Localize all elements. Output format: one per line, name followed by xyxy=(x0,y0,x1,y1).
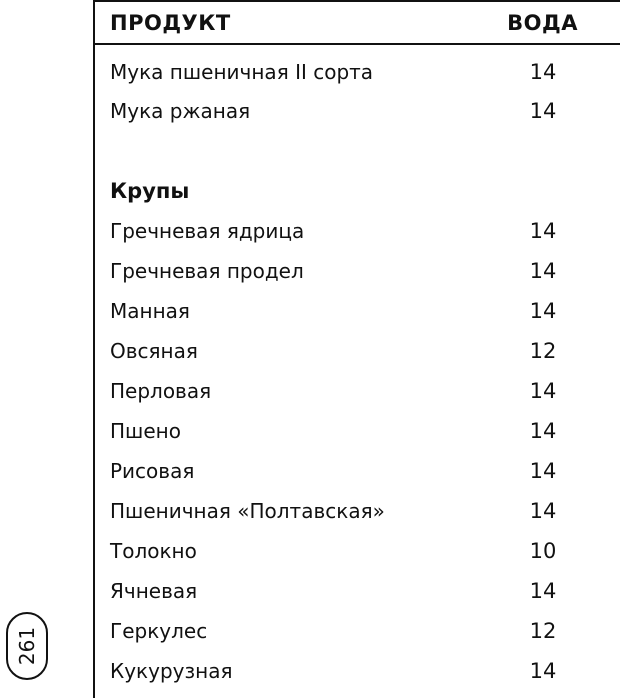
water-value: 14 xyxy=(529,419,557,443)
water-value: 14 xyxy=(529,579,557,603)
table-row xyxy=(95,534,620,568)
table xyxy=(93,0,620,698)
water-value: 14 xyxy=(529,379,557,403)
product-name: Овсяная xyxy=(110,339,198,363)
water-value: 10 xyxy=(529,539,557,563)
section-title: Крупы xyxy=(110,179,190,203)
product-name: Мука пшеничная II сорта xyxy=(110,60,374,84)
product-name: Толокно xyxy=(110,539,197,563)
table-row xyxy=(95,55,620,89)
water-value: 14 xyxy=(529,219,557,243)
product-name: Ячневая xyxy=(110,579,198,603)
product-name: Пшено xyxy=(110,419,181,443)
water-value: 14 xyxy=(529,259,557,283)
water-value: 12 xyxy=(529,619,557,643)
table-row xyxy=(95,454,620,488)
table-row xyxy=(95,494,620,528)
page-number-text: 261 xyxy=(15,626,39,666)
table-row xyxy=(95,254,620,288)
water-value: 14 xyxy=(529,99,557,123)
product-name: Геркулес xyxy=(110,619,208,643)
water-value: 14 xyxy=(529,299,557,323)
column-header-product: ПРОДУКТ xyxy=(110,11,231,35)
table-row xyxy=(95,654,620,688)
table-row xyxy=(95,614,620,648)
table-row xyxy=(95,94,620,128)
product-name: Пшеничная «Полтавская» xyxy=(110,499,385,523)
product-name: Манная xyxy=(110,299,190,323)
table-row xyxy=(95,574,620,608)
table-row xyxy=(95,374,620,408)
table-header xyxy=(95,0,620,45)
page-number xyxy=(6,612,48,680)
product-name: Кукурузная xyxy=(110,659,233,683)
table-row xyxy=(95,214,620,248)
water-value: 14 xyxy=(529,499,557,523)
table-row xyxy=(95,414,620,448)
product-name: Гречневая продел xyxy=(110,259,304,283)
water-value: 14 xyxy=(529,459,557,483)
column-header-water: ВОДА xyxy=(507,11,578,35)
table-row xyxy=(95,334,620,368)
product-name: Мука ржаная xyxy=(110,99,251,123)
product-name: Рисовая xyxy=(110,459,195,483)
water-value: 14 xyxy=(529,60,557,84)
water-value: 14 xyxy=(529,659,557,683)
product-name: Гречневая ядрица xyxy=(110,219,305,243)
product-name: Перловая xyxy=(110,379,212,403)
water-value: 12 xyxy=(529,339,557,363)
table-row xyxy=(95,294,620,328)
